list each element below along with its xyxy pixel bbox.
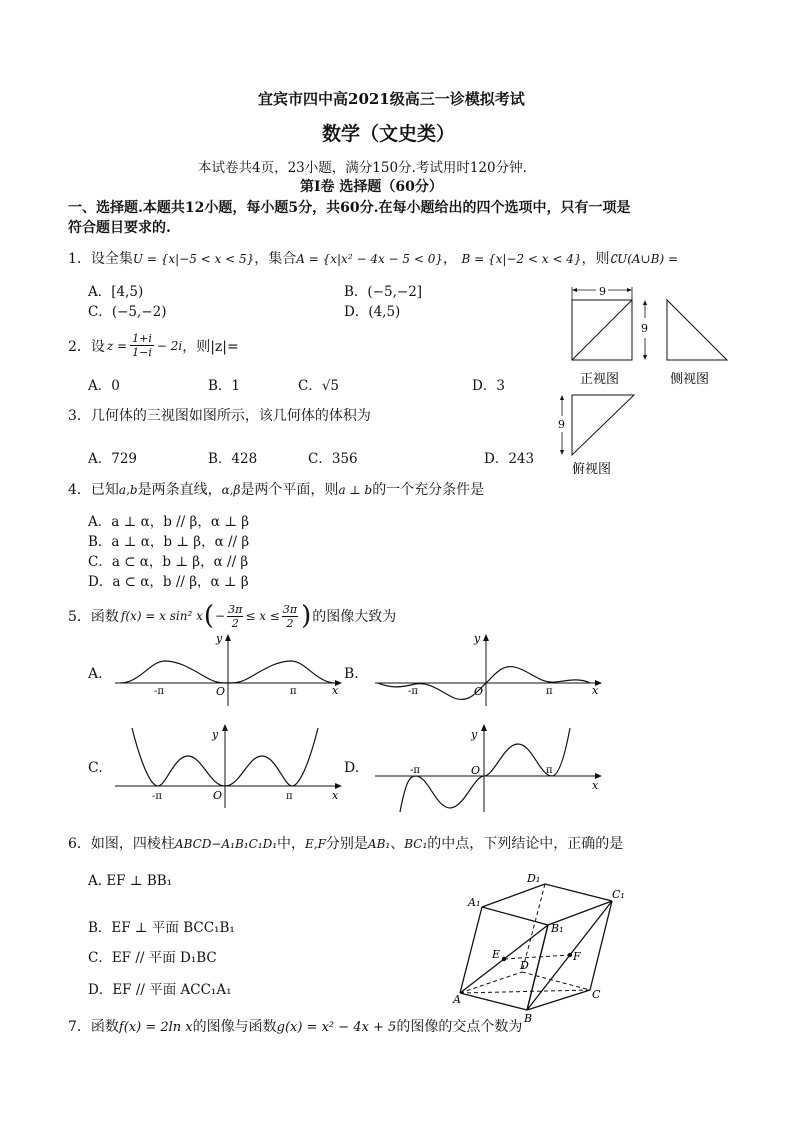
vertex-e: E [492,948,501,961]
q5-paren-left: ( [203,601,215,631]
graph-a-x-label: x [332,684,339,697]
q2-fraction [130,332,154,359]
side-view-label: 侧视图 [670,372,710,387]
vertex-d: D [520,959,529,972]
q2-option-a: A．0 [88,378,120,394]
q5-frac-left [227,603,243,630]
q5-paren-right: ) [301,601,312,631]
q1-option-a: A．[4,5) [88,284,144,300]
graph-a-neg-pi: -π [154,686,164,697]
q5-domain-mid: ≤ x ≤ [245,609,280,623]
vertex-a: A [453,993,461,1006]
q1-option-c: C．(−5,−2) [88,304,167,320]
vertex-c: C [592,988,601,1001]
q4-option-a: A．a ⊥ α，b // β，α ⊥ β [88,514,250,530]
graph-d-pi: π [546,765,553,776]
q2-option-b: B．1 [208,378,241,394]
question-5 [68,601,396,631]
q5-frac-left-num: 3π [228,602,243,616]
q4-stem-a: 4．已知 [68,482,119,498]
q2-z-lhs: z = [106,338,128,353]
side-view-triangle [667,300,727,360]
q6-prism: ABCD−A₁B₁C₁D₁ [174,837,278,851]
graph-d-x-label: x [592,779,599,792]
question-2 [68,332,239,359]
q3-option-c: C．356 [308,451,358,467]
question-6 [68,833,623,853]
q4-option-b: B．a ⊥ α，b ⊥ β，α // β [88,534,250,550]
subject-title: 数学（文史类） [322,123,456,145]
q1-stem-c: ，则 [581,251,610,267]
graph-b-neg-pi: -π [408,686,418,697]
q5-stem-a: 5．函数 [68,609,119,625]
graph-a [110,628,350,708]
q5-stem-b: 的图像大致为 [312,609,397,625]
q3-option-b: B．428 [208,451,258,467]
q3-option-d: D．243 [484,451,535,467]
q6-stem-d: 的中点，下列结论中，正确的是 [427,836,624,852]
vertex-c1: C₁ [612,888,625,901]
q1-stem-b: ，集合 [254,251,297,267]
question-7 [68,1016,522,1036]
exam-info: 本试卷共4页，23小题，满分150分.考试用时120分钟. [198,160,527,176]
q4-ab: a,b [118,483,138,497]
graph-d [370,720,610,815]
q6-bc1: BC₁ [404,837,428,851]
q1-option-d: D．(4,5) [344,304,401,320]
front-view-label: 正视图 [580,372,620,387]
q1-expr: ∁U(A∪B) = [609,252,679,266]
graph-b-pi: π [546,686,553,697]
q2-option-c: C．√5 [298,378,340,394]
dim-width: 9 [599,285,606,298]
q6-stem-a: 6．如图，四棱柱 [68,836,175,852]
q6-option-d: D．EF // 平面 ACC₁A₁ [88,982,232,998]
q6-stem-b: 中， [277,836,306,852]
q3-option-a: A．729 [88,451,138,467]
dim-height: 9 [641,322,648,335]
q6-sep: 、 [390,836,405,852]
part-title: 第Ⅰ卷 选择题（60分） [300,179,443,195]
vertex-f: F [573,950,581,963]
front-view-diagonal [572,300,632,360]
q6-ef: E,F [305,837,326,851]
q7-g: g(x) = x² − 4x + 5 [276,1020,397,1035]
q2-stem-a: 2．设 [68,338,105,355]
q4-stem-c: 是两个平面，则 [240,482,339,498]
graph-d-neg-pi: -π [410,765,420,776]
q1-sep: ， [443,251,457,267]
q6-option-a: A. EF ⊥ BB₁ [88,873,173,889]
q5-frac-right-den: 2 [286,616,294,630]
q4-option-c: C．a ⊂ α，b ⊥ β，α // β [88,554,249,570]
graph-c-pi: π [286,791,293,802]
graph-b [370,628,610,708]
graph-c [110,720,350,810]
graph-a-y-label: y [216,632,223,645]
graph-b-y-label: y [474,632,481,645]
q5-label-a: A. [88,666,103,682]
q6-option-b: B．EF ⊥ 平面 BCC₁B₁ [88,920,235,936]
q5-func: f(x) = x sin² x [120,609,203,623]
q1-set-b: B = {x|−2 < x < 4} [461,252,582,266]
q2-z-rhs: − 2i [156,338,183,353]
dim-top: 9 [558,418,565,431]
q7-stem-a: 7．函数 [68,1019,119,1035]
q5-frac-left-den: 2 [231,616,239,630]
q7-stem-c: 的图像的交点个数为 [396,1019,523,1035]
vertex-b1: B₁ [551,922,564,935]
graph-b-x-label: x [592,684,599,697]
q4-stem-b: 是两条直线， [137,482,222,498]
vertex-b: B [524,1012,533,1025]
q5-domain-minus: − [215,609,226,623]
question-1 [68,248,678,268]
section-heading-line2: 符合题目要求的. [68,220,171,236]
top-view-triangle [572,395,634,455]
q1-option-b: B．(−5,−2] [344,284,423,300]
q6-ab1: AB₁ [367,837,391,851]
vertex-a1: A₁ [468,896,481,909]
q4-option-d: D．a ⊂ α，b // β，α ⊥ β [88,574,249,590]
school-title: 宜宾市四中高2021级高三一诊模拟考试 [258,90,525,108]
graph-d-origin: O [471,764,481,777]
section-heading-line1: 一、选择题.本题共12小题，每小题5分，共60分.在每小题给出的四个选项中，只有一项是 [68,200,631,216]
q2-option-d: D．3 [472,378,505,394]
q4-alpha-beta: α,β [221,483,241,497]
q2-denominator: 1−i [132,346,152,359]
graph-c-x-label: x [332,789,339,802]
vertex-d1: D₁ [527,872,541,885]
q6-option-c: C．EF // 平面 D₁BC [88,950,217,966]
q2-stem-b: ，则|z|= [182,338,239,355]
q7-stem-b: 的图像与函数 [192,1019,277,1035]
q7-f: f(x) = 2ln x [118,1020,193,1035]
question-4 [68,479,484,499]
q5-label-c: C. [88,760,103,776]
graph-d-y-label: y [471,728,478,741]
q1-stem-a: 1．设全集 [68,251,133,267]
three-view-figure [550,280,750,480]
q5-label-d: D. [344,760,360,776]
q5-frac-right [282,603,298,630]
q1-set-a: A = {x|x² − 4x − 5 < 0} [296,252,443,266]
q1-set-u: U = {x|−5 < x < 5} [132,252,255,266]
question-3: 3．几何体的三视图如图所示，该几何体的体积为 [68,408,371,424]
q6-stem-c: 分别是 [325,836,368,852]
q4-perp: a ⊥ b [338,483,373,497]
graph-b-origin: O [474,685,484,698]
graph-a-pi: π [290,686,297,697]
top-view-label: 俯视图 [572,462,612,477]
q5-label-b: B. [344,666,359,682]
q2-numerator: 1+i [132,332,152,345]
q5-frac-right-num: 3π [282,602,298,616]
prism-figure [450,865,630,1025]
graph-c-y-label: y [212,728,219,741]
graph-a-origin: O [216,685,226,698]
q4-stem-d: 的一个充分条件是 [372,482,485,498]
graph-c-neg-pi: -π [152,791,162,802]
graph-c-origin: O [213,789,223,802]
